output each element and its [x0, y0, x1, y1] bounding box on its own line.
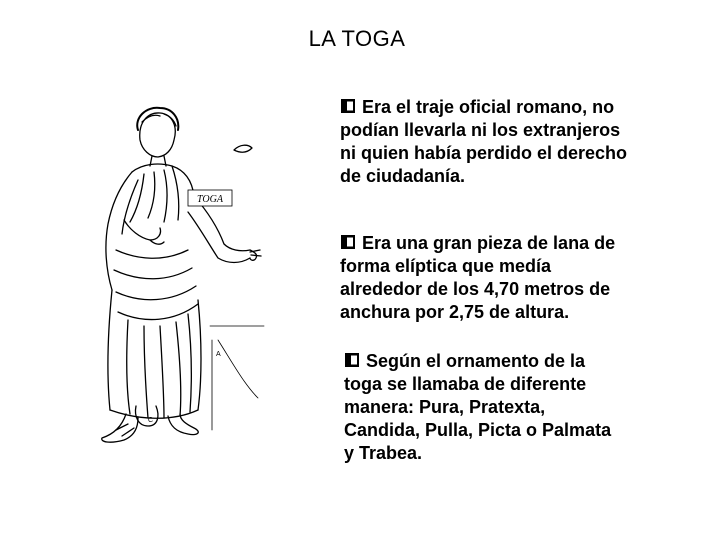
square-bullet-icon	[340, 234, 356, 250]
figure-marker-c: C	[148, 417, 154, 424]
bullet-line: Era el traje oficial romano, no	[340, 96, 627, 119]
bullet-item-3	[344, 350, 611, 465]
bullet-line: manera: Pura, Pratexta,	[344, 397, 546, 417]
square-bullet-icon	[340, 98, 356, 114]
bullet-item-2	[340, 232, 615, 324]
bullet-line: y Trabea.	[344, 443, 423, 463]
toga-label: TOGA	[197, 194, 223, 205]
bullet-item-1	[340, 96, 627, 188]
bullet-line: podían llevarla ni los extranjeros	[340, 120, 621, 140]
roman-toga-illustration	[68, 100, 268, 450]
slide-title: LA TOGA	[308, 26, 406, 51]
bullet-line: anchura por 2,75 de altura.	[340, 302, 570, 322]
bullet-line: ni quien había perdido el derecho	[340, 143, 628, 163]
bullet-line: de ciudadanía.	[340, 166, 466, 186]
bullet-line: Era una gran pieza de lana de	[340, 232, 615, 255]
bullet-line: Según el ornamento de la	[344, 350, 611, 373]
bullet-line: Candida, Pulla, Picta o Palmata	[344, 420, 612, 440]
bullet-line: alrededor de los 4,70 metros de	[340, 279, 611, 299]
bullet-line: toga se llamaba de diferente	[344, 374, 587, 394]
figure-marker-a: A	[216, 351, 221, 358]
bullet-line: forma elíptica que medía	[340, 256, 552, 276]
square-bullet-icon	[344, 352, 360, 368]
